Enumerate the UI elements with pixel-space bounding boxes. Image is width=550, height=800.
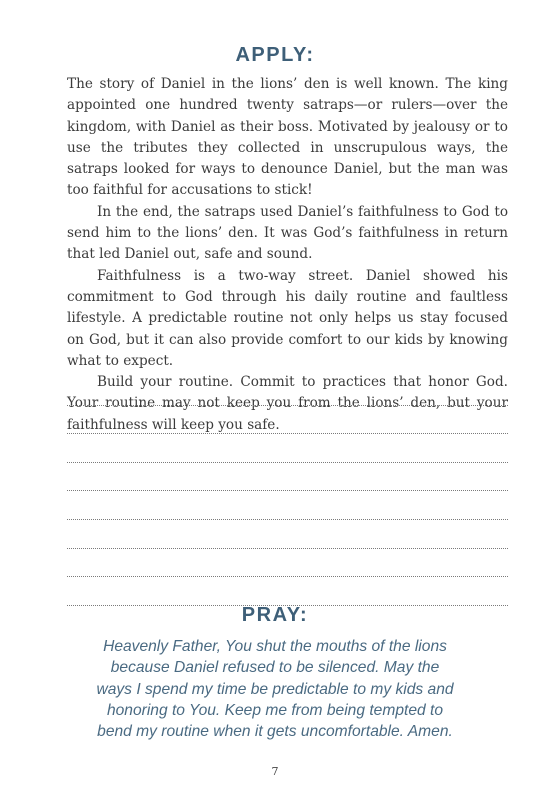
writing-lines <box>67 377 508 606</box>
writing-line[interactable] <box>67 549 508 578</box>
apply-paragraph: Build your routine. Commit to practices that honor God. Your routine may not keep you from the lions’ den, but your faithfulness will keep you safe. <box>67 374 508 433</box>
prayer-line: bend my routine when it gets uncomfortable. Amen. <box>97 723 453 741</box>
writing-line[interactable] <box>67 377 508 406</box>
writing-line[interactable] <box>67 491 508 520</box>
pray-heading: PRAY: <box>241 604 309 626</box>
writing-line[interactable] <box>67 577 508 606</box>
apply-heading: APPLY: <box>235 44 315 66</box>
apply-paragraph: The story of Daniel in the lions’ den is well known. The king appointed one hundred twenty satraps—or rulers—over the kingdom, with Daniel as their boss. Motivated by jealousy or to use the tributes they collected in unscrupulous ways, the satraps looked for ways to denounce Daniel, but the man was too faithful for accusations to stick! <box>67 76 508 199</box>
writing-line[interactable] <box>67 434 508 463</box>
apply-paragraph: Faithfulness is a two-way street. Daniel showed his commitment to God through his daily routine and faultless lifestyle. A predictable routine not only helps us stay focused on God, but it can also provide comfort to our kids by knowing what to expect. <box>67 267 508 369</box>
prayer-line: because Daniel refused to be silenced. May the <box>110 659 440 677</box>
writing-line[interactable] <box>67 406 508 435</box>
prayer-line: honoring to You. Keep me from being tempted to <box>106 701 444 719</box>
writing-line[interactable] <box>67 463 508 492</box>
writing-line[interactable] <box>67 520 508 549</box>
apply-paragraph: In the end, the satraps used Daniel’s faithfulness to God to send him to the lions’ den. It was God’s faithfulness in return that led Daniel out, safe and sound. <box>67 203 508 263</box>
prayer-text <box>60 636 490 742</box>
prayer-line: Heavenly Father, You shut the mouths of the lions <box>103 638 447 655</box>
prayer-line: ways I spend my time be predictable to my kids and <box>96 680 454 698</box>
page-number: 7 <box>271 765 279 778</box>
